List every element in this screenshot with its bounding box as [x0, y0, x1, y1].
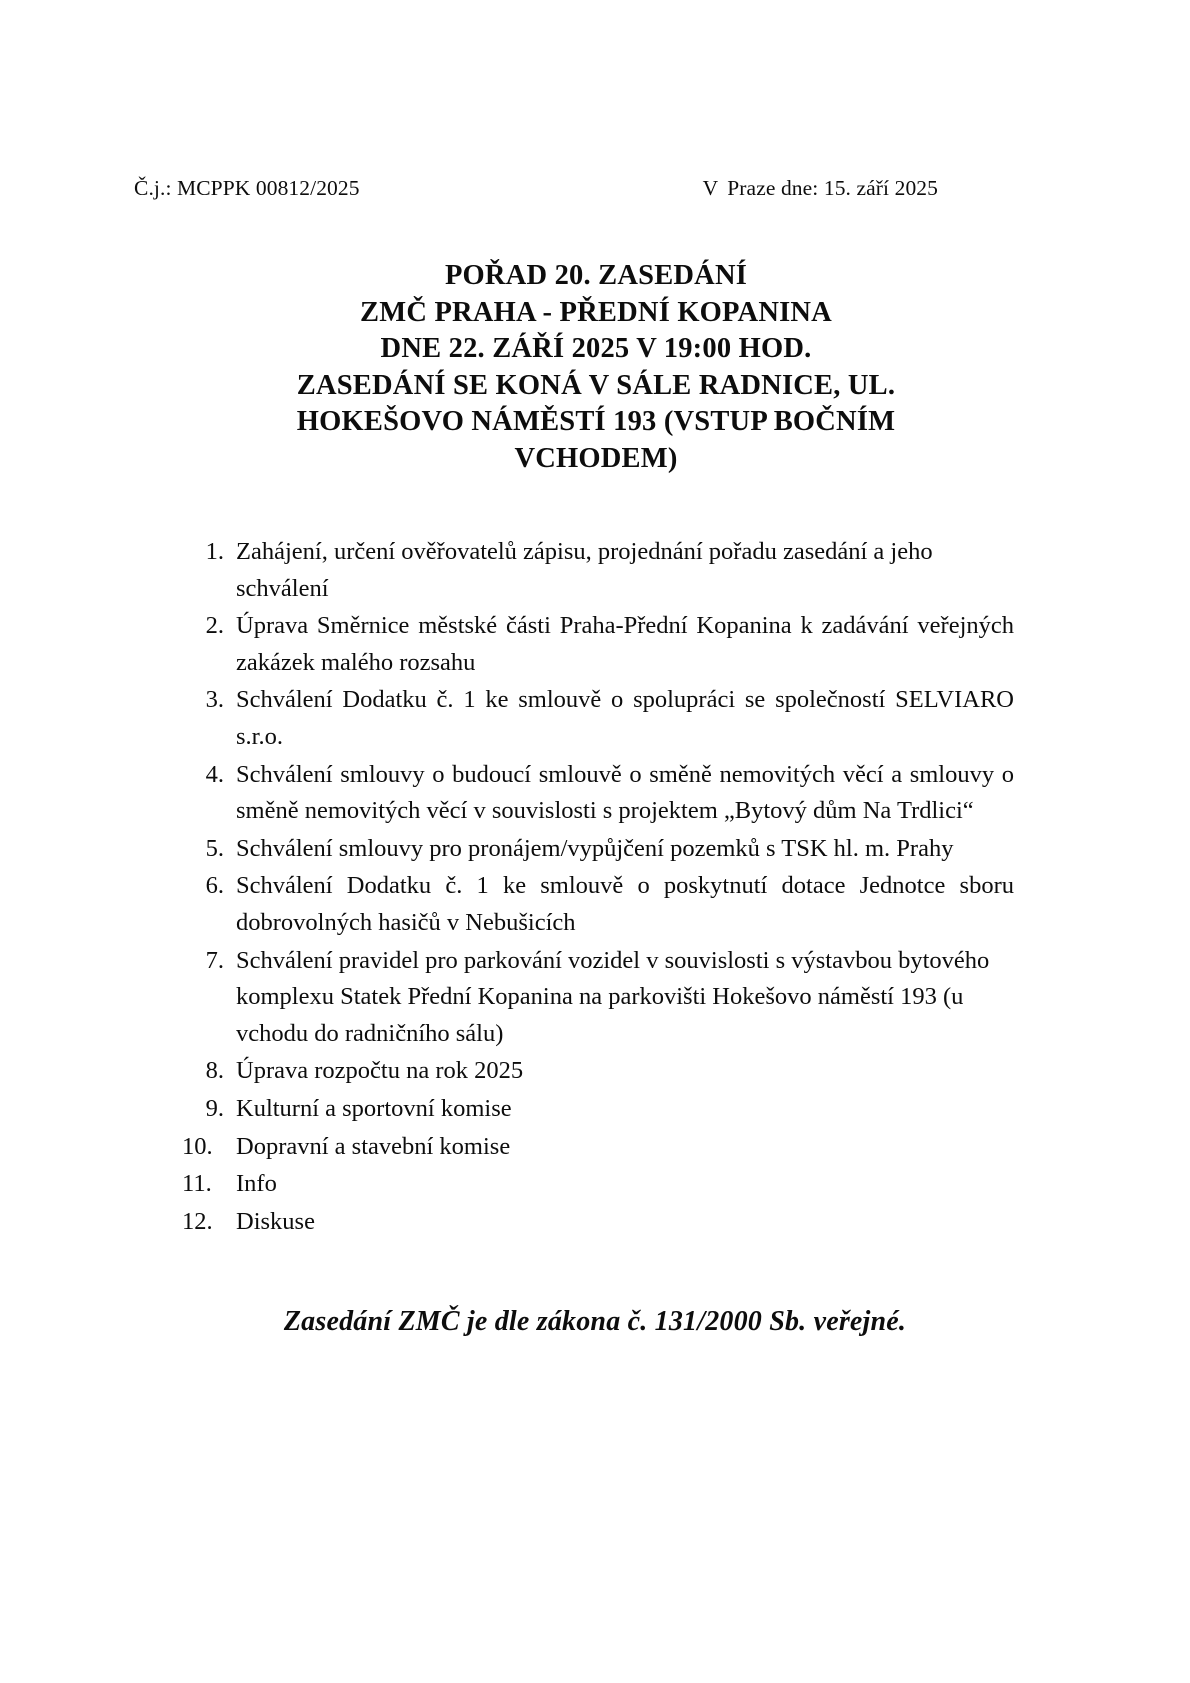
- page-title: [186, 258, 1006, 477]
- agenda-item-number: 4.: [205, 760, 224, 788]
- agenda-item: [182, 608, 1014, 681]
- reference-number: Č.j.: MCPPK 00812/2025: [134, 176, 360, 200]
- agenda-item-text: Schválení smlouvy o budoucí smlouvě o směně nemovitých věcí a smlouvy o směně nemovitých věcí v souvislosti s projektem „Bytový dům Na Trdlici“: [236, 760, 1014, 825]
- agenda-item-number: 7.: [205, 946, 224, 974]
- agenda-item-text: Schválení pravidel pro parkování vozidel v souvislosti s výstavbou bytového komplexu Statek Přední Kopanina na parkovišti Hokešovo náměstí 193 (u vchodu do radničního sálu): [236, 946, 990, 1047]
- title-line-2: ZMČ PRAHA - PŘEDNÍ KOPANINA: [360, 296, 832, 328]
- agenda-item: [182, 868, 1014, 941]
- agenda-item: [182, 1053, 1014, 1090]
- place-and-date: [703, 176, 938, 201]
- agenda-item: [182, 682, 1014, 755]
- document-header: [134, 176, 946, 201]
- agenda-item-number: 11.: [182, 1170, 212, 1198]
- place-preposition: V: [702, 176, 719, 200]
- title-line-5: HOKEŠOVO NÁMĚSTÍ 193 (VSTUP BOČNÍM: [296, 406, 896, 437]
- title-line-3: DNE 22. ZÁŘÍ 2025 V 19:00 HOD.: [380, 333, 812, 364]
- agenda-item-number: 8.: [205, 1057, 224, 1085]
- title-line-1: POŘAD 20. ZASEDÁNÍ: [444, 260, 748, 291]
- agenda-item-text: Schválení Dodatku č. 1 ke smlouvě o poskytnutí dotace Jednotce sboru dobrovolných hasičů v Nebušicích: [236, 872, 1014, 936]
- agenda-item-text: Zahájení, určení ověřovatelů zápisu, projednání pořadu zasedání a jeho schválení: [236, 538, 933, 602]
- agenda-item-number: 2.: [205, 612, 224, 640]
- public-notice-footer: Zasedání ZMČ je dle zákona č. 131/2000 Sb. veřejné.: [283, 1306, 907, 1337]
- agenda-item-text: Dopravní a stavební komise: [236, 1132, 511, 1160]
- agenda-item-number: 9.: [205, 1094, 224, 1122]
- agenda-item-number: 3.: [205, 686, 224, 714]
- agenda-item-text: Kulturní a sportovní komise: [236, 1094, 512, 1122]
- title-line-4: ZASEDÁNÍ SE KONÁ V SÁLE RADNICE, UL.: [296, 369, 896, 401]
- agenda-item-number: 12.: [182, 1207, 213, 1235]
- agenda-item: [182, 1204, 1014, 1241]
- agenda-item-text: Diskuse: [236, 1207, 315, 1235]
- agenda-item-number: 5.: [205, 834, 224, 862]
- agenda-item: [182, 943, 1014, 1053]
- agenda-item-text: Schválení smlouvy pro pronájem/vypůjčení pozemků s TSK hl. m. Prahy: [236, 834, 954, 862]
- agenda-item: [182, 534, 1014, 607]
- agenda-item: [182, 1166, 1014, 1203]
- agenda-item: [182, 757, 1014, 830]
- agenda-item-text: Schválení Dodatku č. 1 ke smlouvě o spolupráci se společností SELVIARO s.r.o.: [236, 686, 1014, 750]
- agenda-item-number: 6.: [205, 872, 224, 900]
- place-date-text: Praze dne: 15. září 2025: [727, 176, 938, 200]
- agenda-item-number: 1.: [205, 538, 224, 565]
- agenda-item: [182, 831, 1014, 868]
- agenda-item: [182, 1129, 1014, 1166]
- title-line-6: VCHODEM): [514, 442, 678, 474]
- agenda-item: [182, 1091, 1014, 1128]
- agenda-list: [182, 534, 1014, 1241]
- agenda-item-number: 10.: [182, 1132, 213, 1160]
- agenda-item-text: Úprava rozpočtu na rok 2025: [236, 1057, 524, 1085]
- agenda-item-text: Úprava Směrnice městské části Praha-Přední Kopanina k zadávání veřejných zakázek malého rozsahu: [236, 612, 1014, 676]
- agenda-item-text: Info: [236, 1170, 277, 1198]
